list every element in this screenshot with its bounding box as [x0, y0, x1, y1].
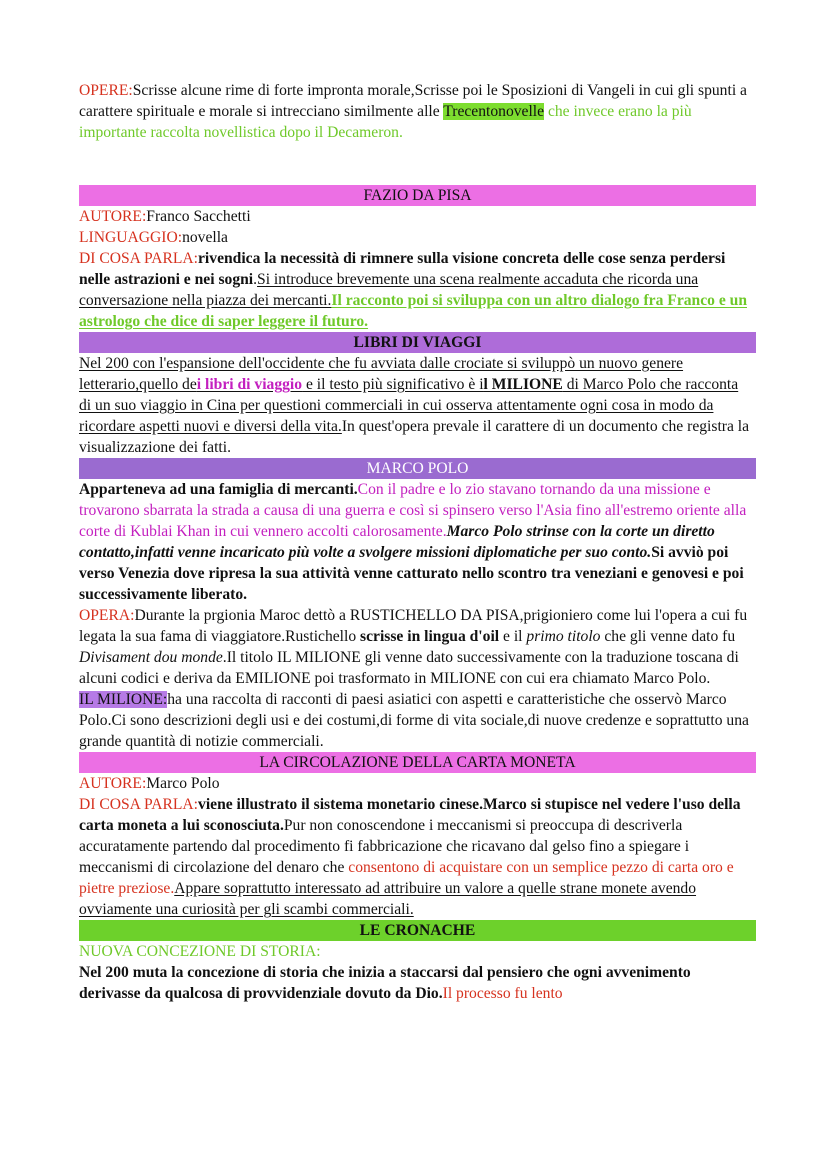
carta-cosa-text: Pur non conoscendone i meccanismi si preoccupa di descriverla accuratamente partendo dal procedimento fi fabbricazione che ricavano dal gelso fino a spiegare i meccanismi di circolazione del denaro che	[79, 817, 690, 876]
opere-text: Scrisse alcune rime di forte impronta morale,Scrisse poi le Sposizioni di Vangeli in cui gli spunti a carattere spirituale e morale si intrecciano similmente alle	[79, 82, 747, 120]
libri-di-viaggio: i libri di viaggio	[196, 376, 303, 393]
carta-autore-label: AUTORE:	[79, 775, 147, 792]
opera-italic-2: Divisament dou monde	[79, 649, 223, 666]
cronache-red: Il processo fu lento	[442, 985, 563, 1002]
opera-text-1: Durante la prgionia Maroc dettò a RUSTICHELLO DA PISA,prigioniero come lui l'opera a cui fu legata la sua fama di viaggiatore.Rustichello	[79, 607, 748, 645]
carta-cosa-underlined: Appare soprattutto interessato ad attribuire un valore a quelle strane monete avendo ovviamente una curiosità per gli scambi commerciali.	[79, 880, 697, 918]
trecentonovelle-highlight: Trecentonovelle	[443, 103, 545, 120]
libri-text-3: di Marco Polo che racconta di un suo viaggio in Cina per questioni commerciali in cui osserva attentamente ogni cosa in modo da ricordare aspetti nuovi e diversi della vita.	[79, 376, 739, 435]
marco-bold-1: Apparteneva ad una famiglia di mercanti.	[79, 481, 358, 498]
cronache-nuova-label: NUOVA CONCEZIONE DI STORIA:	[79, 943, 321, 960]
carta-cosa-label: DI COSA PARLA:	[79, 796, 199, 813]
marco-bold-italic: Marco Polo strinse con la corte un diretto contatto,infatti venne incaricato più volte a svolgere missioni diplomatiche per suo conto.	[79, 523, 715, 561]
fazio-linguaggio	[79, 227, 751, 248]
section-header-carta-moneta: LA CIRCOLAZIONE DELLA CARTA MONETA	[79, 752, 756, 773]
cosa-parla-bold: rivendica la necessità di rimnere sulla visione concreta delle cose senza perdersi nelle astrazioni e nei sogni	[79, 250, 726, 288]
carta-cosa-bold: viene illustrato il sistema monetario cinese.Marco si stupisce nel vedere l'uso della carta moneta a lui sconosciuta.	[79, 796, 741, 834]
marco-milione	[79, 689, 751, 752]
marco-magenta: Con il padre e lo zio stavano tornando da una missione e trovarono sbarrata la strada a causa di una guerra e così si spinsero verso l'Asia fino all'estremo oriente alla corte di Kublai Khan in cui vennero accolti calorosamente.	[79, 481, 747, 540]
marco-bold-2: Si avviò poi verso Venezia dove ripresa la sua attività venne catturato nello scontro tra veneziani e genovesi e poi successivamente liberato.	[79, 544, 744, 603]
opere-label: OPERE:	[79, 82, 133, 99]
fazio-cosa-parla	[79, 248, 751, 332]
section-header-libri	[79, 332, 756, 353]
opere-text-green: che invece erano la più importante raccolta novellistica dopo il Decameron.	[79, 103, 692, 141]
spacer	[79, 143, 751, 185]
libri-text-1: Nel 200 con l'espansione dell'occidente che fu avviata dalle crociate si sviluppò un nuovo genere letterario,quello de	[79, 355, 684, 393]
cosa-parla-label: DI COSA PARLA:	[79, 250, 199, 267]
opera-italic-1: primo titolo	[526, 628, 601, 645]
libri-paragraph	[79, 353, 751, 458]
libri-text-4: In quest'opera prevale il carattere di un documento che registra la visualizzazione dei fatti.	[79, 418, 750, 456]
opera-bold: scrisse in lingua d'oil	[360, 628, 500, 645]
autore-value: Franco Sacchetti	[146, 208, 251, 225]
opera-text-2: e il	[499, 628, 527, 645]
milione-label: IL MILIONE:	[79, 691, 168, 708]
libri-milione-bold: l MILIONE	[483, 376, 563, 393]
opera-text-4: .Il titolo IL MILIONE gli venne dato successivamente con la traduzione toscana di alcuni codici e deriva da EMILIONE poi trasformato in MILIONE con cui era chiamato Marco Polo.	[79, 649, 739, 687]
opere-paragraph	[79, 80, 751, 143]
marco-paragraph	[79, 479, 751, 605]
linguaggio-value: novella	[182, 229, 228, 246]
cosa-parla-green: Il racconto poi si sviluppa con un altro dialogo fra Franco e un astrologo che dice di saper leggere il futuro.	[79, 292, 747, 330]
cronache-header-text: LE CRONACHE	[359, 922, 476, 939]
fazio-autore	[79, 206, 751, 227]
libri-header-text: LIBRI DI VIAGGI	[353, 334, 482, 351]
document-body	[79, 80, 751, 1004]
libri-text-2: e il testo più significativo è i	[302, 376, 484, 393]
opera-label: OPERA:	[79, 607, 135, 624]
period: .	[253, 271, 258, 288]
section-header-fazio: FAZIO DA PISA	[79, 185, 756, 206]
section-header-cronache	[79, 920, 756, 941]
autore-label: AUTORE:	[79, 208, 147, 225]
carta-autore	[79, 773, 751, 794]
milione-text: ha una raccolta di racconti di paesi asiatici con aspetti e caratteristiche che osservò Marco Polo.Ci sono descrizioni degli usi e dei costumi,di forme di vita sociale,di nuove credenze e soprattutto una grande quantità di notizie commerciali.	[79, 691, 749, 750]
opera-text-3: che gli venne dato fu	[600, 628, 736, 645]
carta-autore-value: Marco Polo	[146, 775, 220, 792]
section-header-marco-polo: MARCO POLO	[79, 458, 756, 479]
linguaggio-label: LINGUAGGIO:	[79, 229, 183, 246]
carta-cosa-red: consentono di acquistare con un semplice pezzo di carta oro e pietre preziose.	[79, 859, 734, 897]
cronache-paragraph	[79, 962, 751, 1004]
cronache-bold: Nel 200 muta la concezione di storia che inizia a staccarsi dal pensiero che ogni avvenimento derivasse da qualcosa di provvidenziale dovuto da Dio.	[79, 964, 691, 1002]
marco-opera	[79, 605, 751, 689]
carta-cosa-parla	[79, 794, 751, 920]
cosa-parla-underlined: Si introduce brevemente una scena realmente accaduta che ricorda una conversazione nella piazza dei mercanti.	[79, 271, 699, 309]
